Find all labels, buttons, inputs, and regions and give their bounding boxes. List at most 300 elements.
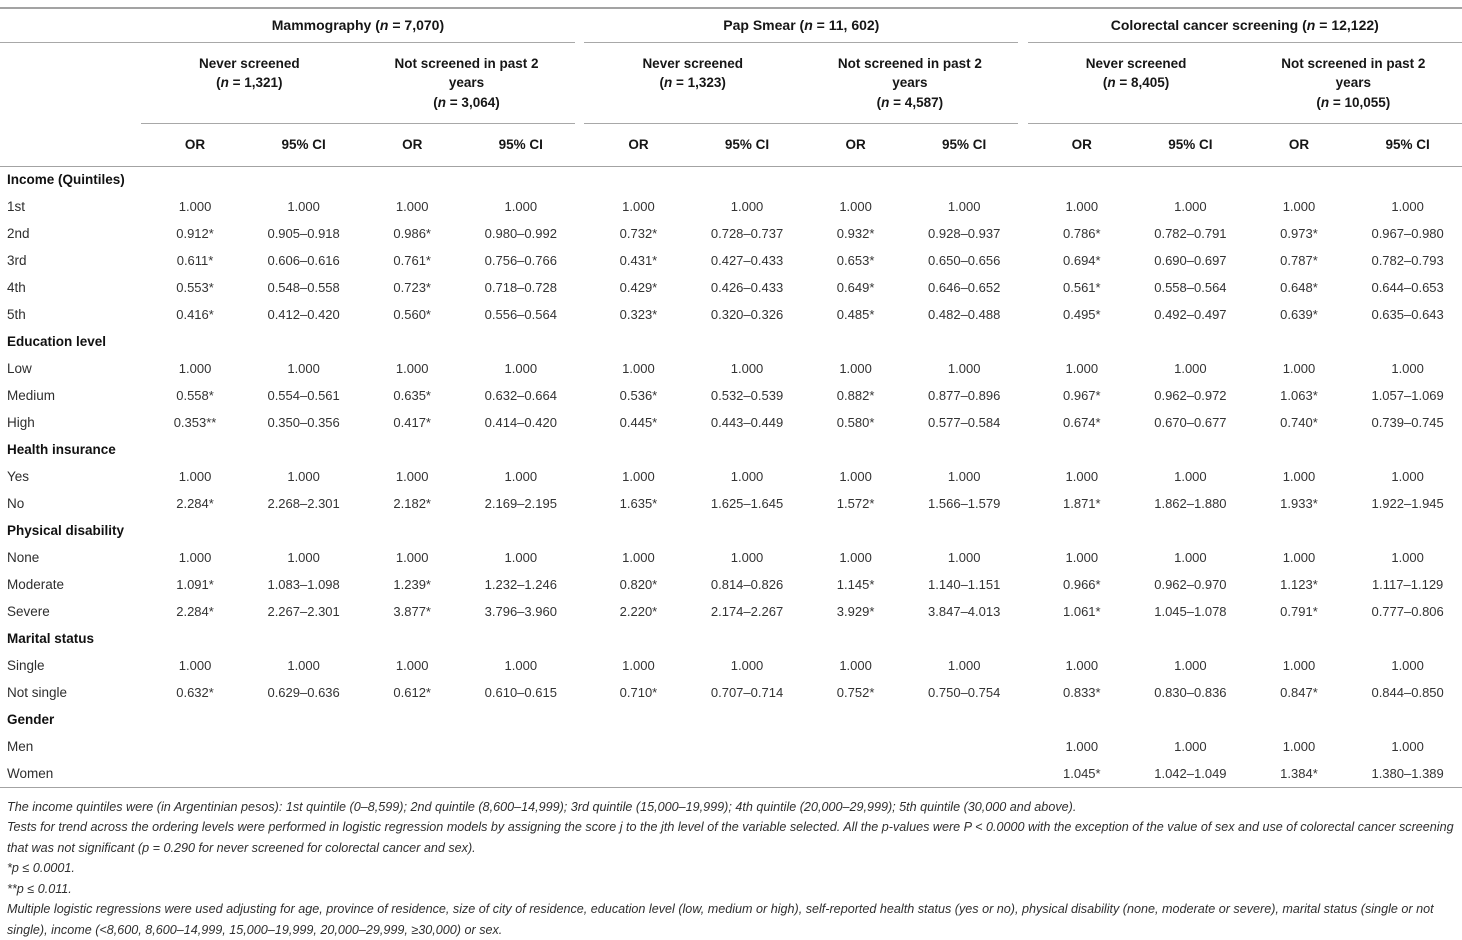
ci-value: 1.000 [249, 652, 358, 679]
or-value: 0.353** [141, 409, 250, 436]
row-label: Yes [0, 463, 141, 490]
column-gap [1018, 571, 1027, 598]
or-value: 1.000 [1028, 652, 1137, 679]
table-row [0, 382, 1462, 409]
column-gap [575, 301, 584, 328]
ci-value: 1.000 [1136, 652, 1245, 679]
or-value: 1.063* [1245, 382, 1354, 409]
group-title: Mammography [272, 17, 372, 33]
ci-value: 0.707–0.714 [693, 679, 802, 706]
or-value: 1.000 [1028, 544, 1137, 571]
subgroup-label: Not screened in past 2 years [378, 54, 556, 93]
group-header-row [0, 8, 1462, 42]
column-gap [1018, 463, 1027, 490]
ci-value: 1.000 [1136, 355, 1245, 382]
or-header: OR [1245, 123, 1354, 166]
column-gap [1018, 193, 1027, 220]
ci-value: 0.443–0.449 [693, 409, 802, 436]
ci-value: 1.117–1.129 [1353, 571, 1462, 598]
ci-value [249, 760, 358, 787]
column-gap [1018, 544, 1027, 571]
group-n: (n = 11, 602) [800, 17, 880, 33]
or-value: 0.612* [358, 679, 467, 706]
ci-value: 0.739–0.745 [1353, 409, 1462, 436]
ci-value: 0.928–0.937 [910, 220, 1019, 247]
table-body [0, 166, 1462, 787]
subgroup-n: (n = 3,064) [358, 93, 575, 113]
row-label: Medium [0, 382, 141, 409]
or-value: 0.932* [801, 220, 910, 247]
or-value: 0.431* [584, 247, 693, 274]
or-value: 0.649* [801, 274, 910, 301]
footnote: The income quintiles were (in Argentinian pesos): 1st quintile (0–8,599); 2nd quintile (8,600–14,999); 3rd quintile (15,000–19,999); 4th quintile (20,000–29,999); 5th quintile (30,000 and above). [7, 797, 1454, 818]
or-value: 1.000 [141, 355, 250, 382]
or-value: 1.000 [358, 463, 467, 490]
group-header-colorectal [1028, 8, 1462, 42]
ci-value: 1.000 [693, 463, 802, 490]
column-gap [575, 274, 584, 301]
or-value: 3.929* [801, 598, 910, 625]
section-label: Gender [0, 706, 1462, 733]
column-gap [1018, 679, 1027, 706]
or-value: 1.000 [1245, 355, 1354, 382]
row-label: No [0, 490, 141, 517]
or-value: 0.752* [801, 679, 910, 706]
or-value: 2.220* [584, 598, 693, 625]
ci-header: 95% CI [693, 123, 802, 166]
ci-value: 1.000 [1353, 193, 1462, 220]
table-row [0, 355, 1462, 382]
or-value: 0.882* [801, 382, 910, 409]
or-value: 1.000 [801, 463, 910, 490]
table-header [0, 8, 1462, 166]
or-value: 0.694* [1028, 247, 1137, 274]
or-value: 1.000 [141, 463, 250, 490]
ci-value: 1.000 [1353, 652, 1462, 679]
or-value: 0.723* [358, 274, 467, 301]
section-row [0, 517, 1462, 544]
column-gap [1018, 220, 1027, 247]
ci-value: 1.000 [466, 193, 575, 220]
or-value: 1.239* [358, 571, 467, 598]
or-value: 1.000 [358, 652, 467, 679]
ci-header: 95% CI [1353, 123, 1462, 166]
or-value: 0.674* [1028, 409, 1137, 436]
row-label: Single [0, 652, 141, 679]
ci-value: 0.877–0.896 [910, 382, 1019, 409]
ci-header: 95% CI [249, 123, 358, 166]
subgroup-pap-never-screened [584, 42, 801, 123]
column-gap [1018, 490, 1027, 517]
or-value: 1.145* [801, 571, 910, 598]
row-label: Moderate [0, 571, 141, 598]
ci-value: 0.482–0.488 [910, 301, 1019, 328]
row-label: 5th [0, 301, 141, 328]
or-value: 0.639* [1245, 301, 1354, 328]
or-value: 1.000 [584, 544, 693, 571]
table-row [0, 544, 1462, 571]
ci-value: 0.650–0.656 [910, 247, 1019, 274]
or-value: 1.871* [1028, 490, 1137, 517]
column-gap [1018, 8, 1027, 42]
column-gap [575, 733, 584, 760]
ci-value [466, 733, 575, 760]
group-title: Pap Smear [723, 17, 795, 33]
ci-value [466, 760, 575, 787]
or-value: 2.284* [141, 598, 250, 625]
or-value: 1.000 [801, 355, 910, 382]
or-value: 0.632* [141, 679, 250, 706]
ci-value: 1.000 [1353, 463, 1462, 490]
ci-value: 0.962–0.970 [1136, 571, 1245, 598]
group-title: Colorectal cancer screening [1111, 17, 1299, 33]
or-value: 1.000 [1028, 193, 1137, 220]
or-value: 1.123* [1245, 571, 1354, 598]
or-value: 1.000 [1245, 652, 1354, 679]
row-label: Not single [0, 679, 141, 706]
subgroup-label: Not screened in past 2 years [821, 54, 999, 93]
column-gap [1018, 355, 1027, 382]
table-row [0, 274, 1462, 301]
ci-value: 1.922–1.945 [1353, 490, 1462, 517]
column-gap [575, 42, 584, 123]
or-value: 1.000 [1028, 463, 1137, 490]
footnote: **p ≤ 0.011. [7, 879, 1454, 900]
ci-value: 1.000 [249, 193, 358, 220]
ci-value: 1.000 [1353, 544, 1462, 571]
ci-value: 2.267–2.301 [249, 598, 358, 625]
section-row [0, 706, 1462, 733]
section-label: Health insurance [0, 436, 1462, 463]
row-label: 4th [0, 274, 141, 301]
table-row [0, 409, 1462, 436]
section-label: Physical disability [0, 517, 1462, 544]
column-gap [1018, 247, 1027, 274]
ci-value: 0.427–0.433 [693, 247, 802, 274]
column-gap [575, 8, 584, 42]
stub-cell [0, 8, 141, 42]
ci-value: 2.268–2.301 [249, 490, 358, 517]
subgroup-label: Not screened in past 2 years [1264, 54, 1442, 93]
ci-value: 0.750–0.754 [910, 679, 1019, 706]
ci-value: 0.782–0.791 [1136, 220, 1245, 247]
or-value: 0.323* [584, 301, 693, 328]
or-value: 1.000 [1245, 463, 1354, 490]
column-gap [1018, 598, 1027, 625]
ci-value: 0.492–0.497 [1136, 301, 1245, 328]
row-label: High [0, 409, 141, 436]
ci-value: 0.577–0.584 [910, 409, 1019, 436]
ci-value: 1.045–1.078 [1136, 598, 1245, 625]
column-gap [1018, 409, 1027, 436]
or-value: 1.045* [1028, 760, 1137, 787]
column-gap [1018, 652, 1027, 679]
section-row [0, 436, 1462, 463]
footnote: *p ≤ 0.0001. [7, 858, 1454, 879]
or-value [141, 760, 250, 787]
stub-cell [0, 123, 141, 166]
ci-value: 0.646–0.652 [910, 274, 1019, 301]
ci-value: 1.140–1.151 [910, 571, 1019, 598]
table-row [0, 679, 1462, 706]
footnote: Multiple logistic regressions were used adjusting for age, province of residence, size of city of residence, education level (low, medium or high), self-reported health status (yes or no), physical disability (none, moderate or severe), marital status (single or not single), income (<8,600, 8,600–14,999, 15,000–19,999, 20,000–29,999, ≥30,000) or sex. [7, 899, 1454, 940]
ci-value: 1.000 [249, 463, 358, 490]
ci-value: 0.629–0.636 [249, 679, 358, 706]
ci-value: 0.690–0.697 [1136, 247, 1245, 274]
or-value: 0.791* [1245, 598, 1354, 625]
or-value [141, 733, 250, 760]
ci-value [910, 760, 1019, 787]
ci-value: 0.718–0.728 [466, 274, 575, 301]
ci-header: 95% CI [466, 123, 575, 166]
section-label: Education level [0, 328, 1462, 355]
column-gap [1018, 301, 1027, 328]
or-value: 0.986* [358, 220, 467, 247]
table-row [0, 760, 1462, 787]
ci-value: 1.000 [693, 652, 802, 679]
or-value: 2.182* [358, 490, 467, 517]
ci-value: 1.000 [1353, 733, 1462, 760]
group-header-pap-smear [584, 8, 1018, 42]
subgroup-n: (n = 10,055) [1245, 93, 1462, 113]
ci-value: 0.756–0.766 [466, 247, 575, 274]
column-gap [1018, 733, 1027, 760]
or-value: 1.000 [801, 652, 910, 679]
or-value: 0.833* [1028, 679, 1137, 706]
column-gap [575, 355, 584, 382]
or-value: 1.091* [141, 571, 250, 598]
ci-value: 1.000 [466, 463, 575, 490]
or-value: 0.820* [584, 571, 693, 598]
subgroup-n: (n = 1,323) [584, 73, 801, 93]
or-value: 1.000 [801, 193, 910, 220]
column-gap [575, 382, 584, 409]
ci-value: 0.905–0.918 [249, 220, 358, 247]
ci-value: 1.232–1.246 [466, 571, 575, 598]
or-value: 0.973* [1245, 220, 1354, 247]
or-value [584, 760, 693, 787]
or-value: 1.000 [1028, 355, 1137, 382]
ci-value: 0.426–0.433 [693, 274, 802, 301]
or-value: 1.061* [1028, 598, 1137, 625]
ci-value: 1.000 [249, 355, 358, 382]
or-value: 1.000 [801, 544, 910, 571]
footnotes [0, 788, 1462, 940]
row-label: Severe [0, 598, 141, 625]
or-value [801, 760, 910, 787]
group-header-mammography [141, 8, 575, 42]
ci-value: 1.000 [466, 652, 575, 679]
column-gap [575, 220, 584, 247]
or-value: 1.000 [141, 544, 250, 571]
column-gap [575, 123, 584, 166]
column-gap [1018, 382, 1027, 409]
subgroup-n: (n = 4,587) [801, 93, 1018, 113]
or-value [358, 760, 467, 787]
or-header: OR [141, 123, 250, 166]
or-value: 1.000 [141, 652, 250, 679]
column-gap [575, 409, 584, 436]
ci-value: 0.728–0.737 [693, 220, 802, 247]
or-value: 1.572* [801, 490, 910, 517]
subgroup-label: Never screened [160, 54, 338, 74]
subgroup-n: (n = 1,321) [141, 73, 358, 93]
column-gap [575, 463, 584, 490]
or-value: 0.536* [584, 382, 693, 409]
column-gap [575, 652, 584, 679]
column-gap [1018, 760, 1027, 787]
section-label: Income (Quintiles) [0, 166, 1462, 193]
ci-value: 0.558–0.564 [1136, 274, 1245, 301]
subgroup-pap-not-screened [801, 42, 1018, 123]
ci-value: 1.000 [910, 652, 1019, 679]
or-value: 1.933* [1245, 490, 1354, 517]
or-value: 0.648* [1245, 274, 1354, 301]
ci-value: 0.962–0.972 [1136, 382, 1245, 409]
or-value: 1.000 [1245, 193, 1354, 220]
column-gap [575, 760, 584, 787]
ci-value [693, 760, 802, 787]
subgroup-label: Never screened [604, 54, 782, 74]
table-row [0, 220, 1462, 247]
or-value: 0.580* [801, 409, 910, 436]
or-value: 1.000 [584, 463, 693, 490]
or-value: 0.966* [1028, 571, 1137, 598]
ci-value [693, 733, 802, 760]
subgroup-n: (n = 8,405) [1028, 73, 1245, 93]
ci-value: 3.847–4.013 [910, 598, 1019, 625]
ci-value: 1.862–1.880 [1136, 490, 1245, 517]
column-gap [575, 490, 584, 517]
column-gap [575, 598, 584, 625]
or-value: 0.635* [358, 382, 467, 409]
or-value: 0.553* [141, 274, 250, 301]
ci-value: 1.000 [1136, 463, 1245, 490]
or-value [584, 733, 693, 760]
ci-value: 1.566–1.579 [910, 490, 1019, 517]
or-value: 3.877* [358, 598, 467, 625]
ci-value: 0.350–0.356 [249, 409, 358, 436]
ci-value: 0.814–0.826 [693, 571, 802, 598]
or-value: 0.561* [1028, 274, 1137, 301]
or-value: 0.761* [358, 247, 467, 274]
or-value: 0.787* [1245, 247, 1354, 274]
or-value: 0.417* [358, 409, 467, 436]
or-value: 0.732* [584, 220, 693, 247]
or-value: 1.000 [141, 193, 250, 220]
ci-value: 3.796–3.960 [466, 598, 575, 625]
footnote: Tests for trend across the ordering levels were performed in logistic regression models by assigning the score j to the jth level of the variable selected. All the p-values were P < 0.0000 with the exception of the value of sex and use of colorectal cancer screening that was not significant (p = 0.290 for never screened for colorectal cancer and sex). [7, 817, 1454, 858]
row-label: 3rd [0, 247, 141, 274]
subgroup-colorectal-never-screened [1028, 42, 1245, 123]
ci-value: 1.083–1.098 [249, 571, 358, 598]
ci-value: 0.830–0.836 [1136, 679, 1245, 706]
ci-value: 0.670–0.677 [1136, 409, 1245, 436]
results-table [0, 7, 1462, 788]
or-value: 1.000 [358, 355, 467, 382]
ci-value: 1.000 [466, 544, 575, 571]
or-value: 2.284* [141, 490, 250, 517]
ci-value: 0.412–0.420 [249, 301, 358, 328]
table-row [0, 571, 1462, 598]
ci-value: 0.635–0.643 [1353, 301, 1462, 328]
row-label: None [0, 544, 141, 571]
row-label: 2nd [0, 220, 141, 247]
or-value: 1.000 [1028, 733, 1137, 760]
or-value: 0.740* [1245, 409, 1354, 436]
column-gap [575, 247, 584, 274]
ci-value: 1.000 [693, 544, 802, 571]
or-value: 0.653* [801, 247, 910, 274]
ci-value: 1.057–1.069 [1353, 382, 1462, 409]
or-header: OR [801, 123, 910, 166]
ci-value: 2.174–2.267 [693, 598, 802, 625]
ci-value: 0.844–0.850 [1353, 679, 1462, 706]
ci-value: 0.554–0.561 [249, 382, 358, 409]
ci-value: 1.000 [910, 463, 1019, 490]
ci-value: 0.320–0.326 [693, 301, 802, 328]
table-row [0, 490, 1462, 517]
or-value: 1.000 [584, 355, 693, 382]
or-value: 0.495* [1028, 301, 1137, 328]
ci-value: 1.000 [1136, 193, 1245, 220]
column-gap [575, 679, 584, 706]
row-label: Women [0, 760, 141, 787]
or-value: 1.384* [1245, 760, 1354, 787]
or-value: 0.967* [1028, 382, 1137, 409]
ci-value: 1.000 [693, 355, 802, 382]
subgroup-header-row [0, 42, 1462, 123]
ci-value: 0.782–0.793 [1353, 247, 1462, 274]
ci-value: 0.606–0.616 [249, 247, 358, 274]
column-gap [575, 193, 584, 220]
or-header: OR [584, 123, 693, 166]
table-row [0, 301, 1462, 328]
ci-value: 1.625–1.645 [693, 490, 802, 517]
ci-value: 0.644–0.653 [1353, 274, 1462, 301]
table-row [0, 463, 1462, 490]
or-header: OR [1028, 123, 1137, 166]
ci-value: 1.000 [1136, 733, 1245, 760]
ci-value: 1.000 [1136, 544, 1245, 571]
ci-value: 2.169–2.195 [466, 490, 575, 517]
or-value [358, 733, 467, 760]
column-gap [1018, 123, 1027, 166]
or-value: 0.560* [358, 301, 467, 328]
measure-header-row [0, 123, 1462, 166]
or-value: 0.429* [584, 274, 693, 301]
column-gap [575, 544, 584, 571]
or-value: 1.635* [584, 490, 693, 517]
or-value [801, 733, 910, 760]
ci-value: 1.000 [1353, 355, 1462, 382]
ci-value: 1.380–1.389 [1353, 760, 1462, 787]
ci-value [910, 733, 1019, 760]
group-n: (n = 12,122) [1302, 17, 1379, 33]
ci-value: 0.414–0.420 [466, 409, 575, 436]
or-value: 0.445* [584, 409, 693, 436]
or-value: 0.416* [141, 301, 250, 328]
ci-header: 95% CI [1136, 123, 1245, 166]
ci-value: 0.556–0.564 [466, 301, 575, 328]
stub-cell [0, 42, 141, 123]
ci-value: 0.610–0.615 [466, 679, 575, 706]
ci-value: 1.000 [466, 355, 575, 382]
ci-value: 1.000 [910, 355, 1019, 382]
table-row [0, 733, 1462, 760]
row-label: Men [0, 733, 141, 760]
or-value: 0.558* [141, 382, 250, 409]
